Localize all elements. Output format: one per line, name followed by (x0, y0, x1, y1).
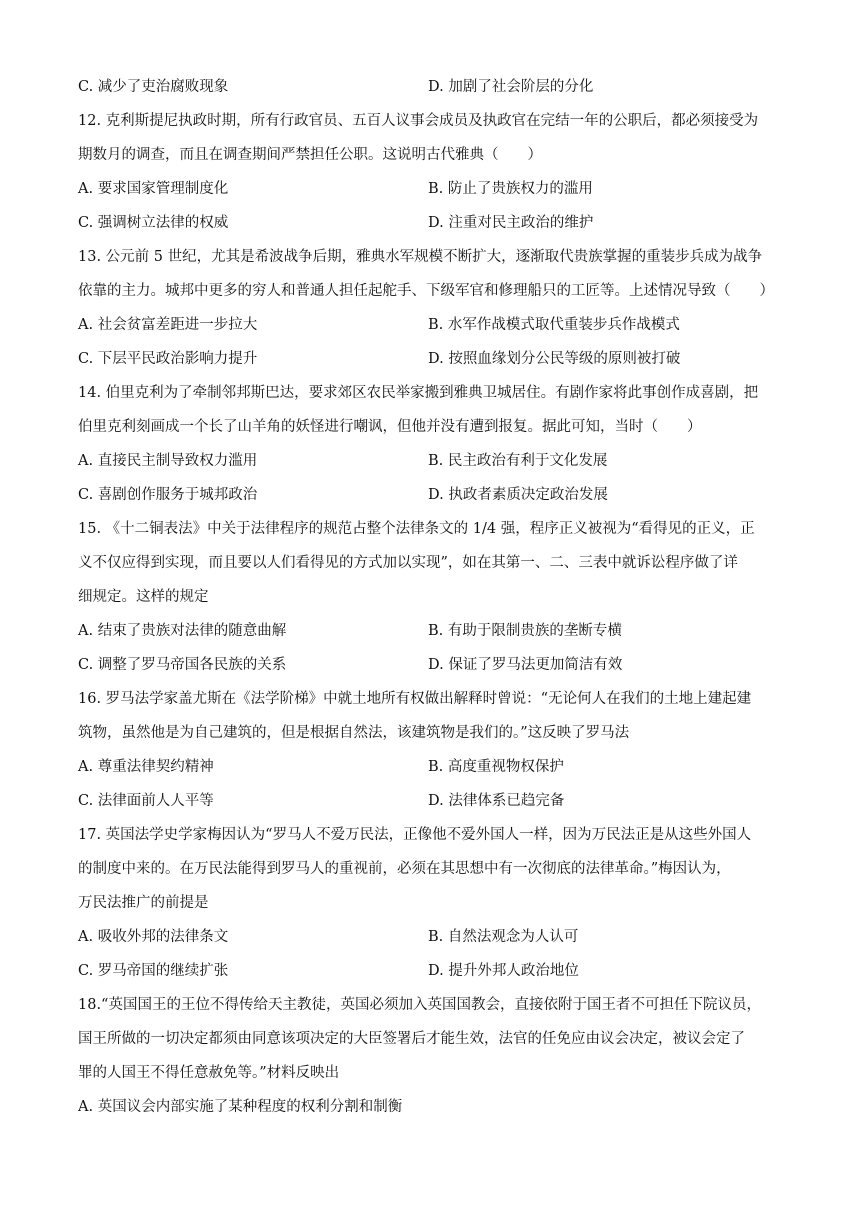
question-15-line-3: 细规定。这样的规定 (78, 589, 209, 605)
q15-options-ab (78, 614, 782, 648)
q17-options-ab (78, 920, 782, 954)
option-c: C. 下层平民政治影响力提升 (78, 351, 258, 367)
option-a: A. 社会贫富差距进一步拉大 (78, 317, 258, 333)
question-12-line-1: 12. 克利斯提尼执政时期，所有行政官员、五百人议事会成员及执政官在完结一年的公职后，都必须接受为 (78, 113, 759, 129)
option-b: B. 防止了贵族权力的滥用 (428, 181, 593, 197)
q13-options-cd (78, 342, 782, 376)
option-a: A. 尊重法律契约精神 (78, 759, 214, 775)
q11-options-cd (78, 70, 782, 104)
option-d: D. 执政者素质决定政治发展 (428, 487, 608, 503)
option-b: B. 有助于限制贵族的垄断专横 (428, 623, 622, 639)
q14-options-cd (78, 478, 782, 512)
question-16-line-2: 筑物，虽然他是为自己建筑的，但是根据自然法，该建筑物是我们的。”这反映了罗马法 (78, 725, 630, 741)
q13-options-ab (78, 308, 782, 342)
question-18-line-3: 罪的人国王不得任意赦免等。”材料反映出 (78, 1065, 340, 1081)
option-a: A. 要求国家管理制度化 (78, 181, 229, 197)
option-b: B. 水军作战模式取代重装步兵作战模式 (428, 317, 680, 333)
option-d: D. 保证了罗马法更加简洁有效 (428, 657, 623, 673)
question-17-line-2: 的制度中来的。在万民法能得到罗马人的重视前，必须在其思想中有一次彻底的法律革命。”梅因认为， (78, 861, 731, 877)
option-c: C. 强调树立法律的权威 (78, 215, 229, 231)
question-13-line-1: 13. 公元前 5 世纪，尤其是希波战争后期，雅典水军规模不断扩大，逐渐取代贵族掌握的重装步兵成为战争 (78, 249, 763, 265)
option-b: B. 自然法观念为人认可 (428, 929, 579, 945)
question-18-line-1: 18.“英国国王的王位不得传给天主教徒，英国必须加入英国国教会，直接依附于国王者不可担任下院议员， (78, 997, 761, 1013)
q16-options-ab (78, 750, 782, 784)
option-c: C. 法律面前人人平等 (78, 793, 214, 809)
question-15-line-1: 15. 《十二铜表法》中关于法律程序的规范占整个法律条文的 1/4 强，程序正义被视为“看得见的正义，正 (78, 521, 755, 537)
option-c: C. 喜剧创作服务于城邦政治 (78, 487, 258, 503)
question-17-line-3: 万民法推广的前提是 (78, 895, 209, 911)
question-15-line-2: 义不仅应得到实现，而且要以人们看得见的方式加以实现”，如在其第一、二、三表中就诉讼程序做了详 (78, 555, 738, 571)
option-a: A. 吸收外邦的法律条文 (78, 929, 229, 945)
question-12-line-2: 期数月的调查，而且在调查期间严禁担任公职。这说明古代雅典（ ） (78, 147, 542, 163)
q12-options-cd (78, 206, 782, 240)
q12-options-ab (78, 172, 782, 206)
option-d: D. 按照血缘划分公民等级的原则被打破 (428, 351, 681, 367)
option-d: D. 加剧了社会阶层的分化 (428, 79, 594, 95)
q14-options-ab (78, 444, 782, 478)
option-c: C. 罗马帝国的继续扩张 (78, 963, 229, 979)
option-d: D. 提升外邦人政治地位 (428, 963, 579, 979)
question-14-line-1: 14. 伯里克利为了牵制邻邦斯巴达，要求郊区农民举家搬到雅典卫城居住。有剧作家将此事创作成喜剧，把 (78, 385, 759, 401)
option-c: C. 调整了罗马帝国各民族的关系 (78, 657, 287, 673)
exam-page (78, 70, 782, 1124)
option-c: C. 减少了吏治腐败现象 (78, 79, 229, 95)
question-17-line-1: 17. 英国法学史学家梅因认为“罗马人不爱万民法，正像他不爱外国人一样，因为万民法正是从这些外国人 (78, 827, 752, 843)
option-a: A. 直接民主制导致权力滥用 (78, 453, 258, 469)
question-13-line-2: 依靠的主力。城邦中更多的穷人和普通人担任起舵手、下级军官和修理船只的工匠等。上述情况导致（ ） (78, 283, 774, 299)
option-b: B. 民主政治有利于文化发展 (428, 453, 608, 469)
option-b: B. 高度重视物权保护 (428, 759, 564, 775)
option-d: D. 法律体系已趋完备 (428, 793, 565, 809)
q18-option-a: A. 英国议会内部实施了某种程度的权利分割和制衡 (78, 1099, 403, 1115)
q15-options-cd (78, 648, 782, 682)
question-14-line-2: 伯里克利刻画成一个长了山羊角的妖怪进行嘲讽，但他并没有遭到报复。据此可知，当时（ ） (78, 419, 702, 435)
q16-options-cd (78, 784, 782, 818)
q17-options-cd (78, 954, 782, 988)
question-16-line-1: 16. 罗马法学家盖尤斯在《法学阶梯》中就土地所有权做出解释时曾说：“无论何人在我们的土地上建起建 (78, 691, 752, 707)
option-a: A. 结束了贵族对法律的随意曲解 (78, 623, 287, 639)
question-18-line-2: 国王所做的一切决定都须由同意该项决定的大臣签署后才能生效，法官的任免应由议会决定，被议会定了 (78, 1031, 745, 1047)
option-d: D. 注重对民主政治的维护 (428, 215, 594, 231)
